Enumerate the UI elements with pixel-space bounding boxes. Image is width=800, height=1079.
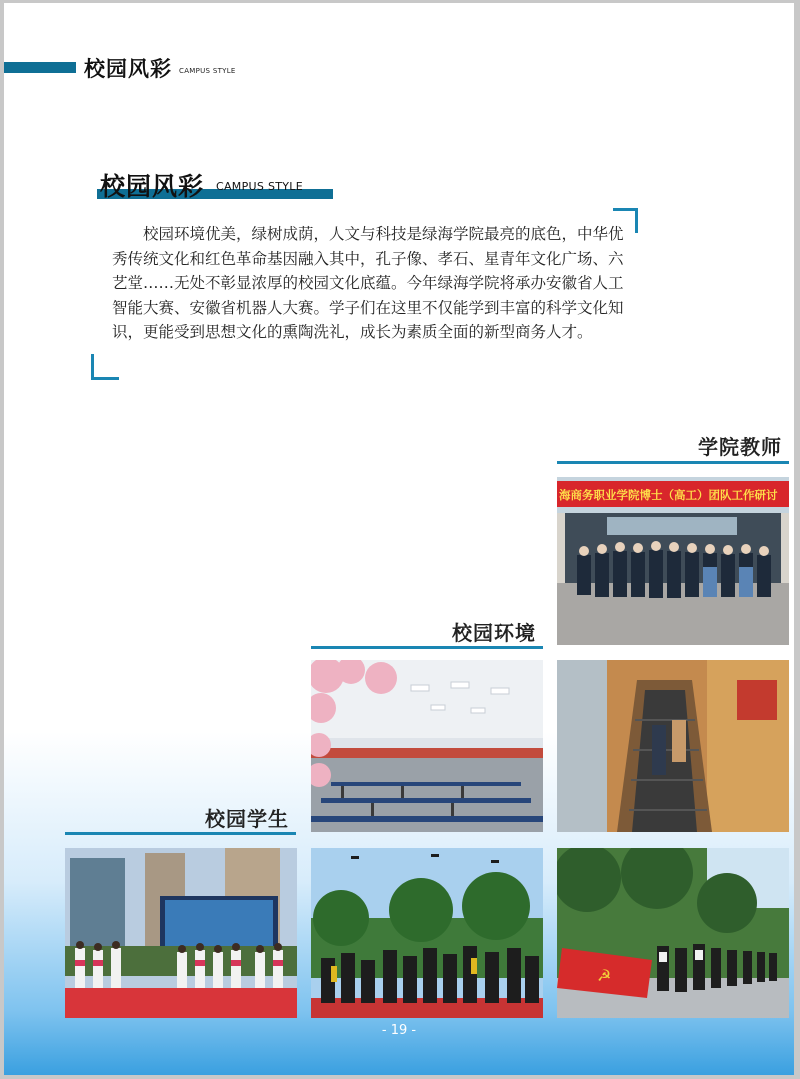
svg-text:☭: ☭	[597, 966, 612, 985]
header-subtitle: CAMPUS STYLE	[179, 67, 236, 75]
photo-escalator-image	[557, 660, 789, 832]
photo-flag-march	[557, 848, 789, 1018]
photo-stage-image	[65, 848, 297, 1018]
heading-environment-line	[311, 646, 543, 649]
page-number: - 19 -	[381, 1023, 417, 1038]
photo-escalator	[557, 660, 789, 832]
photo-teachers-image	[557, 477, 789, 645]
corner-bracket-bottom-left	[91, 354, 119, 380]
header-accent-bar	[4, 62, 76, 73]
heading-environment: 校园环境	[452, 621, 536, 645]
teachers-banner-text: 海商务职业学院博士（高工）团队工作研讨	[559, 488, 778, 502]
brochure-page	[4, 3, 794, 1075]
photo-canteen-image	[311, 660, 543, 832]
heading-students: 校园学生	[205, 807, 289, 831]
intro-paragraph: 校园环境优美，绿树成荫，人文与科技是绿海学院最亮的底色，中华优秀传统文化和红色革命基因融入其中，孔子像、孝石、星青年文化广场、六艺堂……无处不彰显浓厚的校园文化底蕴。今年绿海学院将承办安徽省人工智能大赛、安徽省机器人大赛。学子们在这里不仅能学到丰富的科学文化知识，更能受到思想文化的熏陶洗礼，成长为素质全面的新型商务人才。	[112, 225, 624, 341]
photo-teachers-group	[557, 477, 789, 645]
header-title: 校园风彩	[84, 57, 172, 81]
section-subtitle: CAMPUS STYLE	[216, 180, 303, 193]
photo-stage-performance	[65, 848, 297, 1018]
heading-teachers-line	[557, 461, 789, 464]
heading-students-line	[65, 832, 296, 835]
heading-teachers: 学院教师	[698, 435, 782, 459]
photo-canteen	[311, 660, 543, 832]
photo-graduation	[311, 848, 543, 1018]
photo-graduation-image	[311, 848, 543, 1018]
section-title: 校园风彩	[100, 172, 205, 201]
photo-flag-march-image	[557, 848, 789, 1018]
